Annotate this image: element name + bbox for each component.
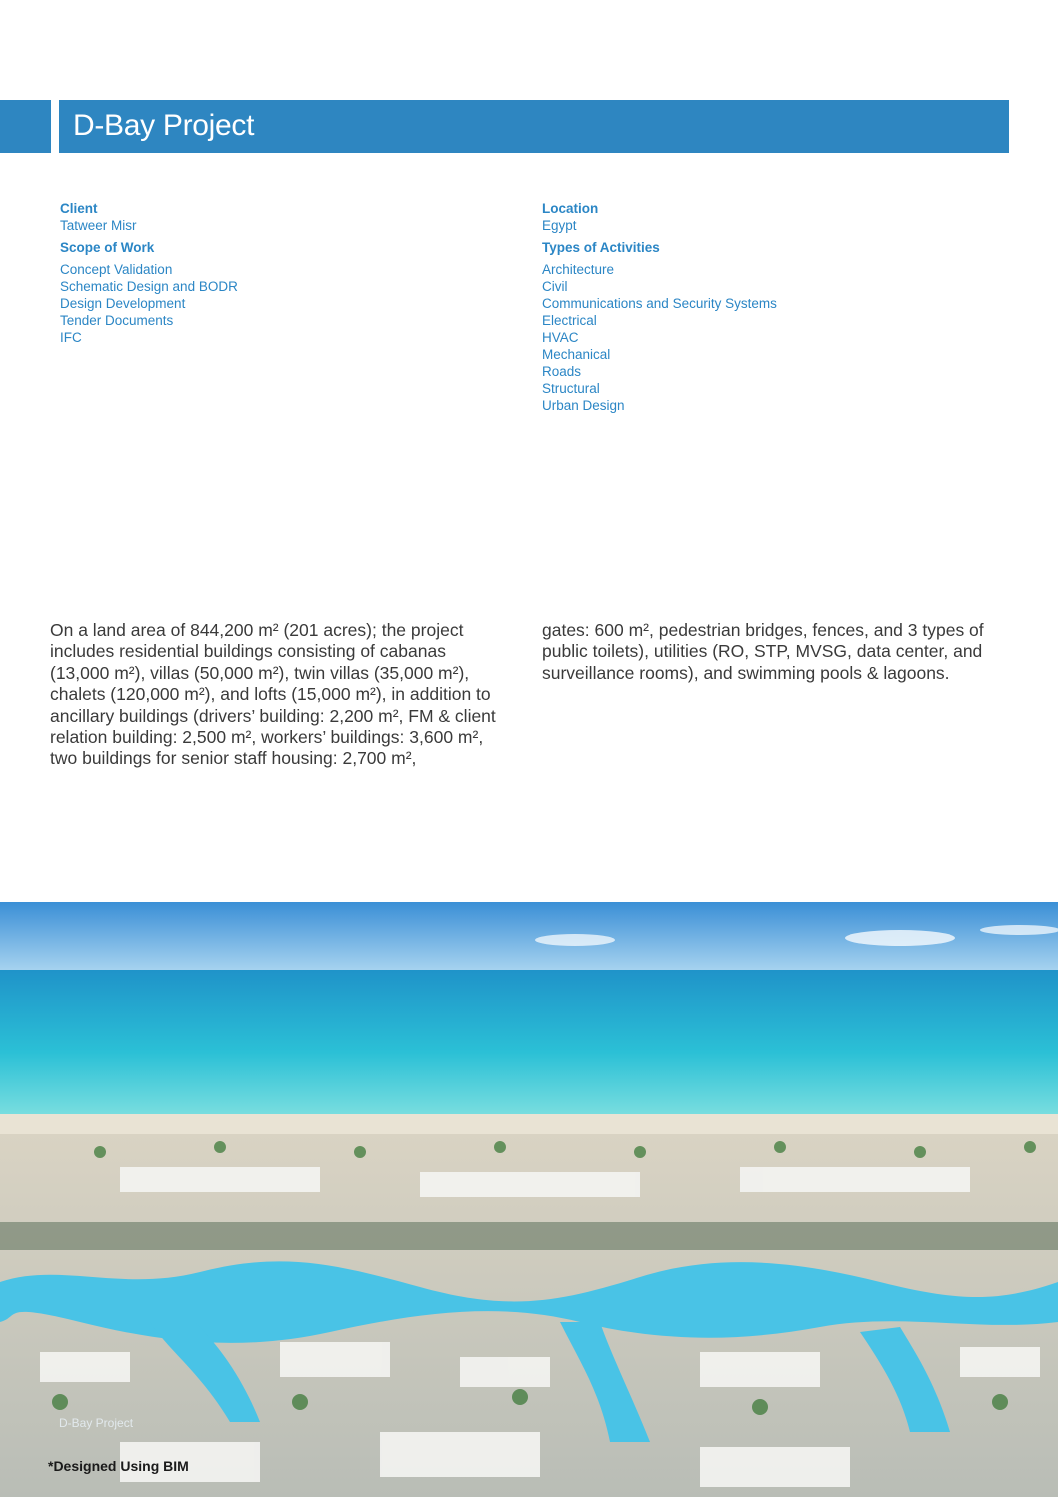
list-item: Architecture: [542, 262, 615, 277]
location-label: Location: [542, 201, 599, 216]
list-item: HVAC: [542, 330, 579, 345]
description-right: gates: 600 m², pedestrian bridges, fences, and 3 types of public toilets), utilities (RO, STP, MVSG, data center, and surveillance rooms), and swimming pools & lagoons.: [542, 620, 984, 683]
client-value: Tatweer Misr: [60, 218, 137, 233]
list-item: Roads: [542, 364, 582, 379]
list-item: Schematic Design and BODR: [60, 279, 238, 294]
list-item: Civil: [542, 279, 568, 294]
activities-label: Types of Activities: [542, 240, 660, 255]
image-caption: D-Bay Project: [59, 1416, 134, 1430]
list-item: Concept Validation: [60, 262, 173, 277]
client-label: Client: [60, 201, 98, 216]
scope-list: [60, 261, 480, 346]
scope-label: Scope of Work: [60, 240, 155, 255]
list-item: Structural: [542, 381, 600, 396]
list-item: Electrical: [542, 313, 597, 328]
bim-note: *Designed Using BIM: [48, 1458, 189, 1474]
list-item: Tender Documents: [60, 313, 174, 328]
list-item: Urban Design: [542, 398, 625, 413]
header-accent-block: [0, 100, 51, 153]
list-item: Design Development: [60, 296, 186, 311]
list-item: Mechanical: [542, 347, 611, 362]
project-info-right: [542, 200, 1002, 414]
activities-list: [542, 261, 1002, 414]
location-value: Egypt: [542, 218, 577, 233]
project-aerial-image: [0, 902, 1058, 1497]
page-title: D-Bay Project: [73, 109, 255, 142]
list-item: Communications and Security Systems: [542, 296, 777, 311]
header-bar: [59, 100, 1009, 153]
list-item: IFC: [60, 330, 82, 345]
description-left: On a land area of 844,200 m² (201 acres); the project includes residential buildings consisting of cabanas (13,000 m²), villas (50,000 m²), twin villas (35,000 m²), chalets (120,000 m²), and lofts (15,000 m²), in addition to ancillary buildings (drivers’ building: 2,200 m², FM & client relation building: 2,500 m², workers’ buildings: 3,600 m², two buildings for senior staff housing: 2,700 m²,: [50, 620, 496, 769]
project-info-left: [60, 200, 480, 346]
